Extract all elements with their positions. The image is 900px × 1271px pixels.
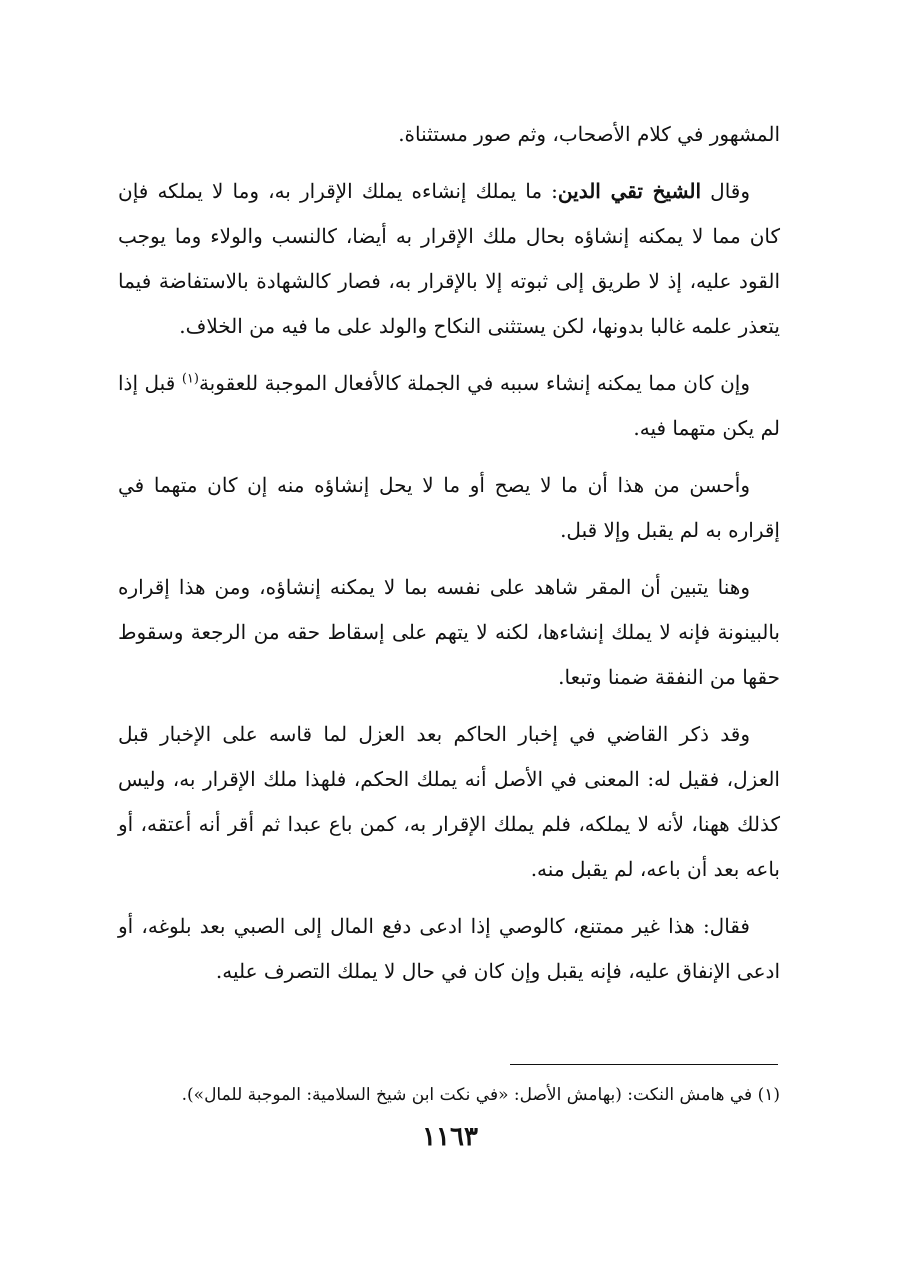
page-number: ١١٦٣ bbox=[422, 1122, 478, 1152]
footnote-marker[interactable]: (١) bbox=[181, 371, 199, 387]
paragraph-1: المشهور في كلام الأصحاب، وثم صور مستثناة. bbox=[398, 122, 780, 146]
paragraph-4: وأحسن من هذا أن ما لا يصح أو ما لا يحل إنشاؤه منه إن كان متهما في إقراره به لم يقبل وإلا قبل. bbox=[118, 473, 780, 542]
scholar-name: الشيخ تقي الدين bbox=[557, 179, 702, 203]
paragraph-2: وقال الشيخ تقي الدين: ما يملك إنشاءه يملك الإقرار به، وما لا يملكه فإن كان مما لا يمكنه إنشاؤه بحال ملك الإقرار به أيضا، كالنسب والولاء وما يوجب القود عليه، إذ لا طريق إلى ثبوته إلا بالإقرار به، فصار كالشهادة بالاستفاضة فيما يتعذر علمه غالبا بدونها، لكن يستثنى النكاح والولد على ما فيه من الخلاف. bbox=[118, 179, 780, 338]
main-text bbox=[118, 112, 780, 1006]
paragraph-5: وهنا يتبين أن المقر شاهد على نفسه بما لا يمكنه إنشاؤه، ومن هذا إقراره بالبينونة فإنه لا يملك إنشاءها، لكنه لا يتهم على إسقاط حقه من الرجعة وسقوط حقها من النفقة ضمنا وتبعا. bbox=[118, 575, 780, 689]
footnote: (١) في هامش النكت: (بهامش الأصل: «في نكت ابن شيخ السلامية: الموجبة للمال»). bbox=[181, 1085, 780, 1105]
paragraph-6: وقد ذكر القاضي في إخبار الحاكم بعد العزل لما قاسه على الإخبار قبل العزل، فقيل له: المعنى في الأصل أنه يملك الحكم، فلهذا ملك الإقرار به، وليس كذلك ههنا، لأنه لا يملكه، فلم يملك الإقرار به، كمن باع عبدا ثم أقر أنه أعتقه، أو باعه بعد أن باعه، لم يقبل منه. bbox=[118, 722, 780, 881]
paragraph-7: فقال: هذا غير ممتنع، كالوصي إذا ادعى دفع المال إلى الصبي بعد بلوغه، أو ادعى الإنفاق عليه، فإنه يقبل وإن كان في حال لا يملك التصرف عليه. bbox=[118, 914, 780, 983]
paragraph-3: وإن كان مما يمكنه إنشاء سببه في الجملة كالأفعال الموجبة للعقوبة$^{(١)}$ قبل إذا لم يكن متهما فيه. bbox=[118, 371, 780, 440]
footnote-divider bbox=[510, 1064, 778, 1065]
